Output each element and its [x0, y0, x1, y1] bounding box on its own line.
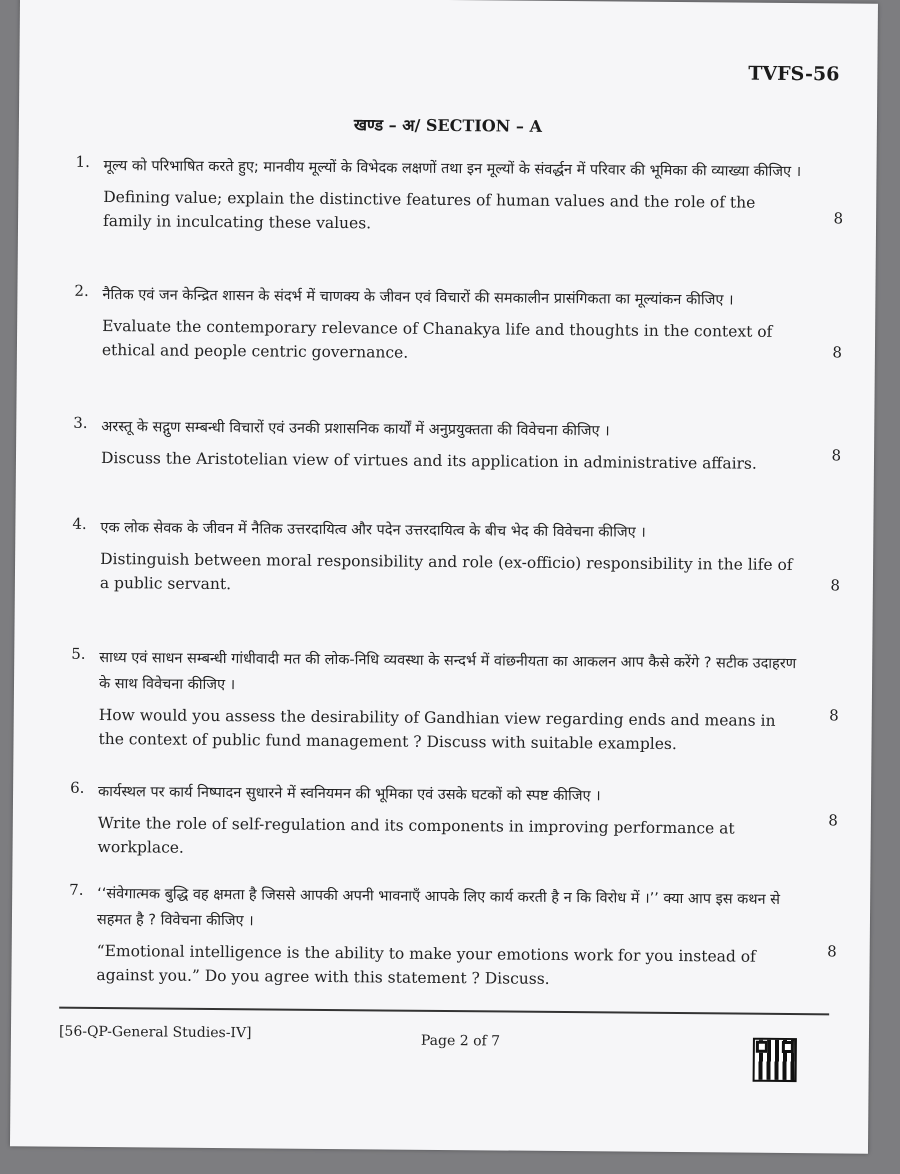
question-number: 1. — [75, 152, 90, 171]
question-hindi: ‘‘संवेगात्मक बुद्धि वह क्षमता है जिससे आपकी अपनी भावनाएँ आपके लिए कार्य करती है न कि विरोध में ।’’ क्या आप इस कथन से सहमत है ? विवेचना कीजिए । — [96, 885, 781, 930]
question-english: Evaluate the contemporary relevance of Chanakya life and thoughts in the context of ethical and people centric governance. — [101, 316, 773, 362]
question-6 — [70, 778, 838, 865]
paper-code: TVFS-56 — [748, 62, 840, 86]
question-2 — [74, 281, 843, 368]
qr-code-icon — [753, 1038, 797, 1082]
question-english: Defining value; explain the distinctive features of human values and the role of the family in inculcating these values. — [102, 187, 756, 233]
question-number: 6. — [70, 778, 85, 797]
question-english: Write the role of self-regulation and its components in improving performance at workplace. — [97, 813, 735, 857]
question-marks: 8 — [830, 576, 840, 595]
question-1 — [75, 152, 844, 239]
question-english: “Emotional intelligence is the ability to make your emotions work for you instead of against you.” Do you agree with this statement ? Discuss. — [96, 941, 756, 988]
question-3 — [73, 413, 842, 476]
question-marks: 8 — [831, 446, 842, 465]
question-marks: 8 — [832, 343, 843, 362]
question-english: Discuss the Aristotelian view of virtues and its application in administrative affairs. — [100, 448, 757, 473]
footer-divider — [59, 1007, 829, 1016]
page-number: Page 2 of 7 — [420, 1032, 501, 1050]
question-number: 5. — [71, 644, 86, 663]
question-english: How would you assess the desirability of Gandhian view regarding ends and means in the context of public fund management ? Discuss with suitable examples. — [98, 705, 776, 754]
question-hindi: अरस्तू के सद्गुण सम्बन्धी विचारों एवं उनकी प्रशासनिक कार्यों में अनुप्रयुक्तता की विवेचना कीजिए । — [101, 418, 610, 440]
paper-title: [56-QP-General Studies-IV] — [58, 1023, 252, 1042]
question-7 — [69, 880, 837, 993]
question-hindi: एक लोक सेवक के जीवन में नैतिक उत्तरदायित्व और पदेन उत्तरदायित्व के बीच भेद की विवेचना कीजिए । — [100, 519, 646, 541]
question-marks: 8 — [827, 942, 837, 961]
section-title: खण्ड – अ/ SECTION – A — [353, 115, 542, 136]
question-hindi: कार्यस्थल पर कार्य निष्पादन सुधारने में स्वनियमन की भूमिका एवं उसके घटकों को स्पष्ट कीजिए । — [98, 783, 601, 805]
question-marks: 8 — [828, 811, 838, 830]
question-number: 3. — [73, 413, 88, 432]
question-hindi: मूल्य को परिभाषित करते हुए; मानवीय मूल्यों के विभेदक लक्षणों तथा इन मूल्यों के संवर्द्धन में परिवार की भूमिका की व्याख्या कीजिए । — [103, 157, 802, 181]
question-english: Distinguish between moral responsibility and role (ex-officio) responsibility in the life of a public servant. — [99, 549, 793, 594]
question-number: 7. — [69, 880, 84, 899]
question-marks: 8 — [829, 706, 839, 725]
question-hindi: साध्य एवं साधन सम्बन्धी गांधीवादी मत की लोक-निधि व्यवस्था के सन्दर्भ में वांछनीयता का आकलन आप कैसे करेंगे ? सटीक उदाहरण के साथ विवेचना कीजिए । — [98, 649, 797, 694]
exam-page — [10, 0, 878, 1154]
question-number: 2. — [74, 281, 89, 300]
question-hindi: नैतिक एवं जन केन्द्रित शासन के संदर्भ में चाणक्य के जीवन एवं विचारों की समकालीन प्रासंगिकता का मूल्यांकन कीजिए । — [102, 286, 734, 309]
question-marks: 8 — [833, 209, 844, 228]
question-4 — [72, 514, 840, 601]
question-number: 4. — [72, 514, 87, 533]
question-5 — [71, 644, 839, 757]
